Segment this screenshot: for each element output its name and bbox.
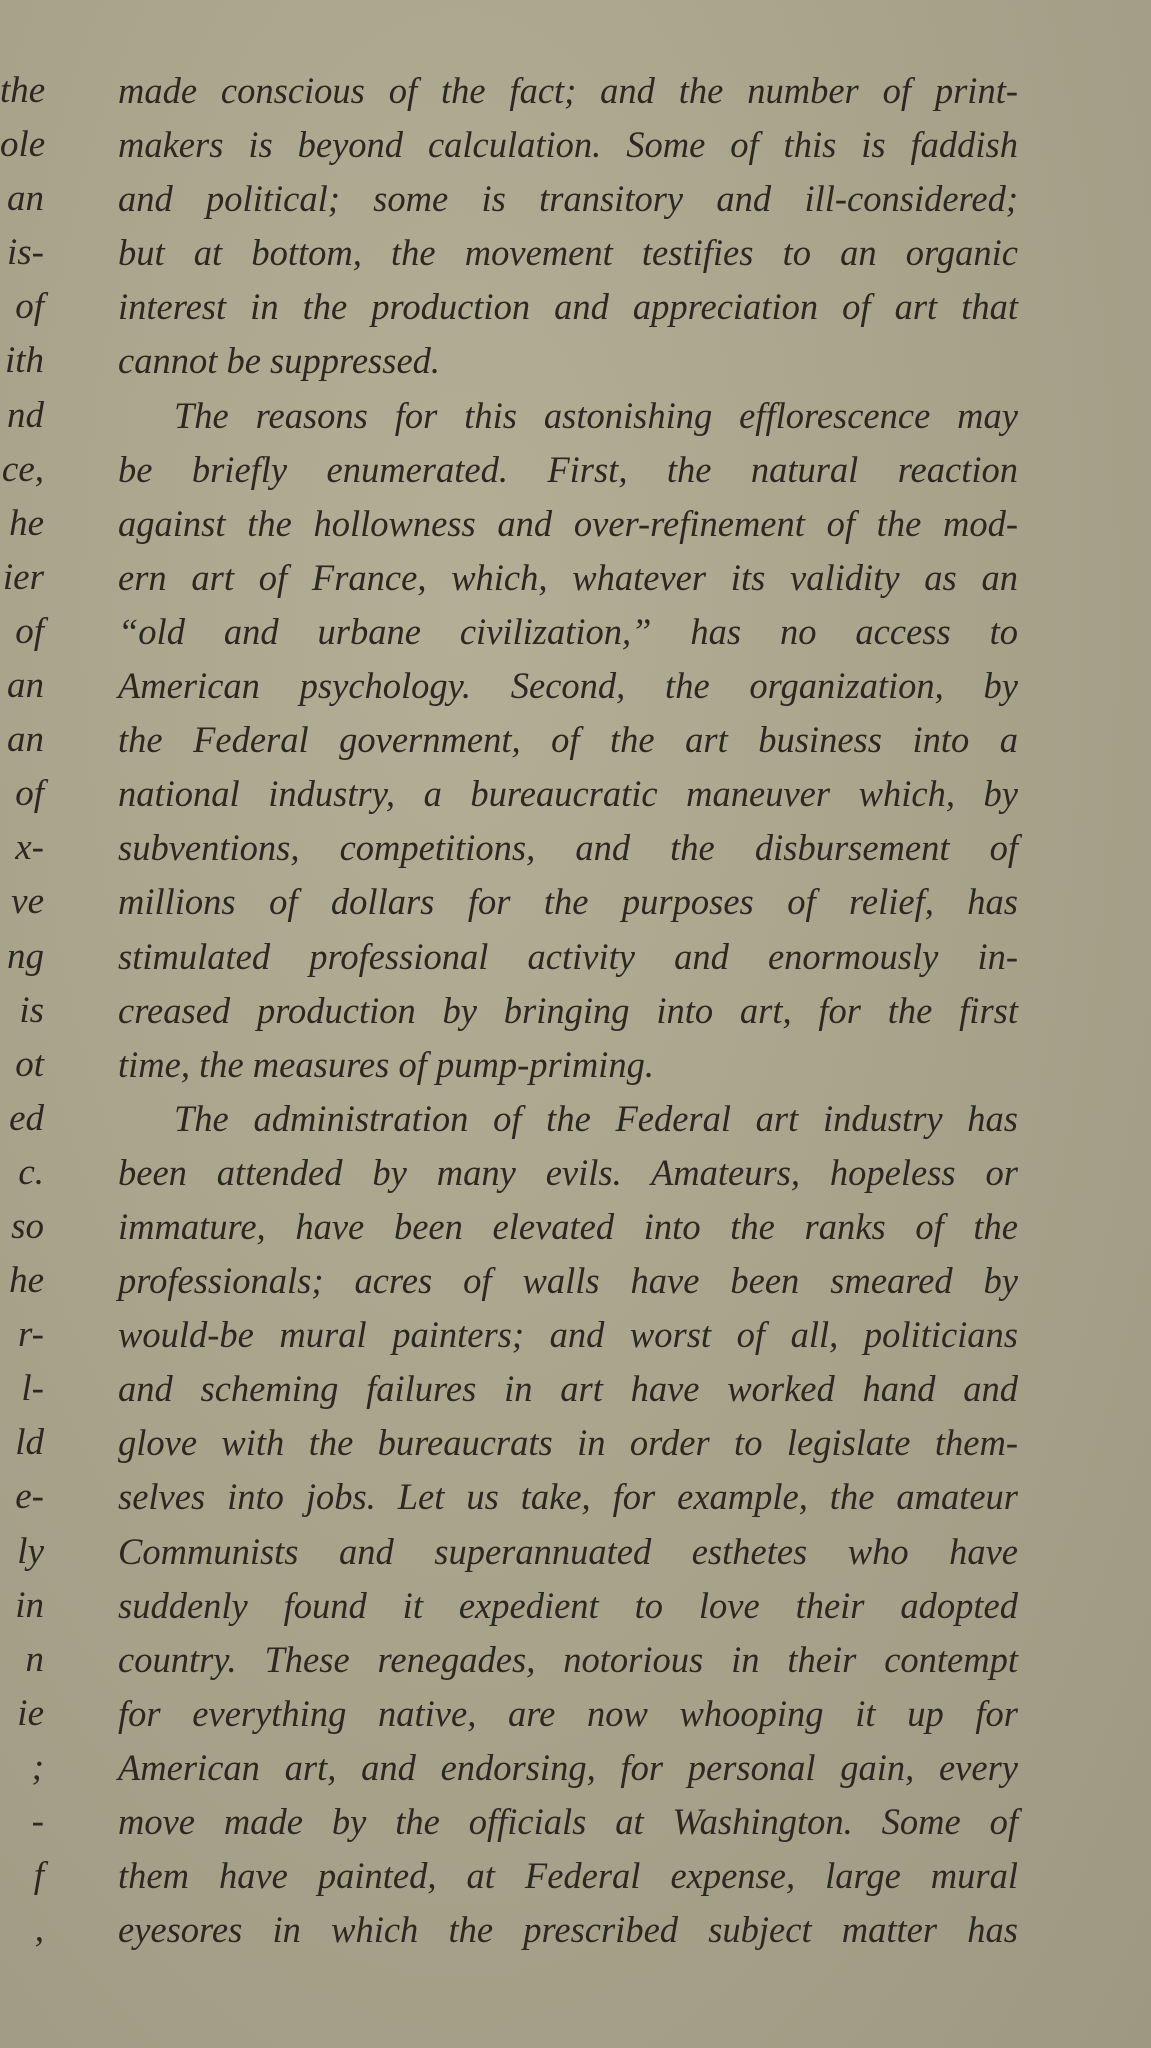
text-line: suddenly found it expedient to love their adopted: [118, 1584, 1018, 1626]
text-line: cannot be suppressed.: [118, 340, 441, 382]
text-line: the Federal government, of the art business into a: [118, 719, 1018, 761]
left-fragment-line: ith: [4, 340, 44, 382]
text-line: interest in the production and appreciation of art that: [118, 286, 1018, 328]
text-line: The reasons for this astonishing efflorescence may: [174, 394, 1018, 436]
text-line: and political; some is transitory and ill-considered;: [118, 178, 1018, 220]
left-fragment-line: ;: [31, 1746, 44, 1788]
text-line: time, the measures of pump-priming.: [118, 1043, 654, 1085]
text-line: made conscious of the fact; and the number of print-: [118, 70, 1018, 111]
left-fragment-line: ie: [17, 1692, 44, 1734]
left-fragment-line: x-: [15, 827, 44, 869]
text-line: been attended by many evils. Amateurs, hopeless or: [118, 1151, 1018, 1193]
left-fragment-line: of: [15, 610, 44, 652]
left-fragment-line: an: [7, 719, 44, 761]
text-line: The administration of the Federal art industry has: [174, 1097, 1018, 1139]
left-fragment-line: is: [19, 989, 44, 1031]
text-line: immature, have been elevated into the ranks of the: [118, 1205, 1018, 1247]
text-line: glove with the bureaucrats in order to legislate them-: [118, 1422, 1018, 1464]
text-line: eyesores in which the prescribed subject matter has: [118, 1909, 1018, 1951]
left-fragment-line: l-: [21, 1368, 44, 1410]
text-line: makers is beyond calculation. Some of this is faddish: [118, 124, 1018, 166]
text-line: country. These renegades, notorious in their contempt: [118, 1638, 1018, 1680]
left-fragment-line: ed: [9, 1097, 44, 1139]
text-line: stimulated professional activity and enormously in-: [118, 935, 1018, 977]
text-line: against the hollowness and over-refinement of the mod-: [118, 502, 1018, 544]
left-fragment-line: ly: [17, 1530, 44, 1572]
text-line: and scheming failures in art have worked hand and: [118, 1368, 1018, 1410]
text-line: selves into jobs. Let us take, for example, the amateur: [118, 1476, 1018, 1518]
text-line: American psychology. Second, the organization, by: [118, 665, 1018, 707]
left-fragment-line: nd: [7, 394, 44, 436]
text-line: American art, and endorsing, for personal gain, every: [118, 1746, 1018, 1788]
text-line: national industry, a bureaucratic maneuver which, by: [118, 773, 1018, 815]
left-fragment-line: ce,: [1, 448, 44, 490]
left-fragment-line: ve: [11, 881, 44, 923]
text-line: be briefly enumerated. First, the natural reaction: [118, 448, 1018, 490]
text-line: would-be mural painters; and worst of all, politicians: [118, 1314, 1018, 1356]
left-fragment-line: n: [25, 1638, 44, 1680]
text-line: subventions, competitions, and the disbursement of: [118, 827, 1018, 869]
text-line: but at bottom, the movement testifies to an organic: [118, 232, 1018, 274]
left-fragment-line: an: [7, 178, 44, 220]
left-fragment-line: of: [15, 286, 44, 328]
text-line: “old and urbane civilization,” has no access to: [118, 610, 1018, 652]
left-fragment-line: so: [11, 1205, 44, 1247]
text-line: move made by the officials at Washington. Some of: [118, 1801, 1018, 1842]
text-line: Communists and superannuated esthetes who have: [118, 1530, 1018, 1572]
page-body-text: [118, 64, 1118, 1957]
left-fragment-line: he: [9, 502, 44, 544]
left-fragment-line: -: [31, 1801, 44, 1842]
left-fragment-line: ier: [2, 556, 44, 598]
left-fragment-line: ng: [7, 935, 44, 977]
text-line: ern art of France, which, whatever its validity as an: [118, 556, 1018, 598]
left-fragment-line: in: [15, 1584, 44, 1626]
text-line: for everything native, are now whooping it up for: [118, 1692, 1018, 1734]
left-page-fragments: [0, 64, 60, 1957]
left-fragment-line: of: [15, 773, 44, 815]
text-line: them have painted, at Federal expense, large mural: [118, 1855, 1018, 1897]
left-fragment-line: an: [7, 665, 44, 707]
left-fragment-line: e-: [15, 1476, 44, 1518]
left-fragment-line: ot: [15, 1043, 44, 1085]
left-fragment-line: f: [33, 1855, 44, 1897]
left-fragment-line: is-: [7, 232, 44, 274]
left-fragment-line: c.: [18, 1151, 44, 1193]
text-line: millions of dollars for the purposes of relief, has: [118, 881, 1018, 923]
text-line: professionals; acres of walls have been smeared by: [118, 1260, 1018, 1302]
text-line: creased production by bringing into art, for the first: [118, 989, 1018, 1031]
left-fragment-line: he: [9, 1260, 44, 1302]
left-fragment-line: ole: [0, 124, 46, 166]
left-fragment-line: ld: [15, 1422, 44, 1464]
left-fragment-line: r-: [18, 1314, 44, 1356]
left-fragment-line: ,: [34, 1909, 44, 1951]
left-fragment-line: the: [0, 70, 46, 111]
